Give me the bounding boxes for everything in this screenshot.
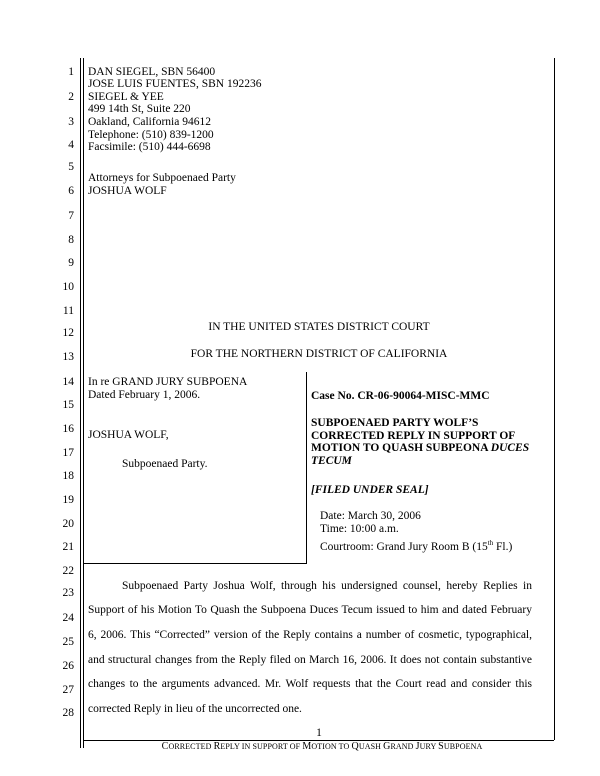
- line-number: 12: [62, 327, 74, 339]
- caption-box-right-rule: [306, 372, 307, 564]
- body-line: corrected Reply in lieu of the uncorrected one.: [88, 703, 302, 715]
- document-title-line: SUBPOENAED PARTY WOLF’S: [311, 417, 479, 429]
- caption-line: Oakland, California 94612: [88, 116, 211, 128]
- footer-smallcaps: ORRECTED: [168, 742, 214, 751]
- title-text: MOTION TO QUASH SUBPEONA: [311, 442, 491, 454]
- footer-cap: J: [415, 741, 420, 752]
- filed-text: [FILED UNDER SEAL]: [311, 484, 429, 496]
- line-number: 23: [62, 587, 74, 599]
- line-number: 10: [62, 281, 74, 293]
- caption-line: 499 14th St, Suite 220: [88, 103, 191, 115]
- caption-box-bottom-rule: [84, 563, 307, 564]
- court-name: IN THE UNITED STATES DISTRICT COURT: [208, 321, 430, 333]
- hearing-date: Date: March 30, 2006: [320, 510, 421, 522]
- line-number: 2: [68, 91, 74, 103]
- line-number: 18: [62, 470, 74, 482]
- footer-cap: G: [383, 741, 391, 752]
- hearing-time: Time: 10:00 a.m.: [320, 523, 399, 535]
- line-number: 28: [62, 707, 74, 719]
- title-italic: TECUM: [311, 455, 352, 467]
- in-re: In re GRAND JURY SUBPOENA: [88, 376, 248, 388]
- body-line: and structural changes from the Reply filed on March 16, 2006. It does not contain substantive: [88, 654, 532, 666]
- footer-smallcaps: RAND: [390, 742, 416, 751]
- line-number: 15: [62, 399, 74, 411]
- line-number: 14: [62, 376, 74, 388]
- courtroom-text-post: Fl.): [493, 540, 513, 553]
- body-line: 6, 2006. This “Corrected” version of the Reply contains a number of cosmetic, typographical,: [88, 629, 532, 641]
- line-number: 24: [62, 612, 74, 624]
- document-title-line: [311, 455, 352, 467]
- line-number: 22: [62, 565, 74, 577]
- caption-line: JOSE LUIS FUENTES, SBN 192236: [88, 78, 262, 90]
- line-number: 16: [62, 423, 74, 435]
- document-title-line: [311, 442, 529, 454]
- footer-cap: R: [213, 741, 221, 752]
- footer-smallcaps: OTION TO: [311, 742, 352, 751]
- line-number: 17: [62, 447, 74, 459]
- line-number: 9: [68, 257, 74, 269]
- line-number: 27: [62, 684, 74, 696]
- line-number: 11: [62, 305, 74, 317]
- party-role: Subpoenaed Party.: [122, 458, 208, 470]
- line-number: 7: [68, 210, 74, 222]
- line-number: 21: [62, 541, 74, 553]
- line-number: 8: [68, 234, 74, 246]
- footer-smallcaps: UASH: [358, 742, 384, 751]
- line-number: 4: [68, 139, 74, 151]
- footer-cap: C: [161, 741, 169, 752]
- line-number: 5: [68, 161, 74, 173]
- body-line: Subpoenaed Party Joshua Wolf, through his undersigned counsel, hereby Replies in: [122, 580, 532, 592]
- footer-cap: S: [438, 741, 444, 752]
- footer-cap: Q: [351, 741, 359, 752]
- left-margin-rule-outer: [80, 58, 81, 748]
- filed-under-seal: [311, 484, 429, 496]
- line-number: 1: [68, 66, 74, 78]
- title-italic: DUCES: [490, 442, 530, 454]
- document-title-line: CORRECTED REPLY IN SUPPORT OF: [311, 430, 516, 442]
- caption-line: SIEGEL & YEE: [88, 91, 164, 103]
- line-number: 13: [62, 351, 74, 363]
- courtroom-text: Courtroom: Grand Jury Room B (15: [320, 540, 488, 553]
- footer-cap: M: [302, 741, 312, 752]
- party-name: JOSHUA WOLF,: [88, 429, 169, 441]
- line-number: 3: [68, 116, 74, 128]
- caption-line: Facsimile: (510) 444-6698: [88, 141, 211, 153]
- left-margin-rule-inner: [83, 58, 84, 748]
- line-number: 26: [62, 660, 74, 672]
- courtroom-sup: th: [487, 539, 494, 547]
- caption-line: DAN SIEGEL, SBN 56400: [88, 66, 216, 78]
- line-number: 19: [62, 494, 74, 506]
- right-margin-rule: [554, 58, 555, 740]
- footer-smallcaps: URY: [419, 742, 439, 751]
- court-district: FOR THE NORTHERN DISTRICT OF CALIFORNIA: [190, 348, 448, 360]
- footer-title: [84, 741, 560, 752]
- body-line: Support of his Motion To Quash the Subpoena Duces Tecum issued to him and dated February: [88, 604, 532, 616]
- line-number: 25: [62, 636, 74, 648]
- footer-smallcaps: EPLY IN SUPPORT OF: [220, 742, 303, 751]
- footer-smallcaps: UBPOENA: [443, 742, 483, 751]
- body-line: changes to the arguments advanced. Mr. Wolf requests that the Court read and consider this: [88, 678, 532, 690]
- client-name: JOSHUA WOLF: [88, 185, 167, 197]
- line-number: 20: [62, 518, 74, 530]
- hearing-courtroom: [320, 537, 512, 553]
- case-number: Case No. CR-06-90064-MISC-MMC: [311, 390, 490, 402]
- page-number: 1: [316, 727, 322, 739]
- attorneys-for: Attorneys for Subpoenaed Party: [88, 172, 236, 184]
- subpoena-date: Dated February 1, 2006.: [88, 389, 201, 401]
- line-number: 6: [68, 185, 74, 197]
- caption-line: Telephone: (510) 839-1200: [88, 129, 214, 141]
